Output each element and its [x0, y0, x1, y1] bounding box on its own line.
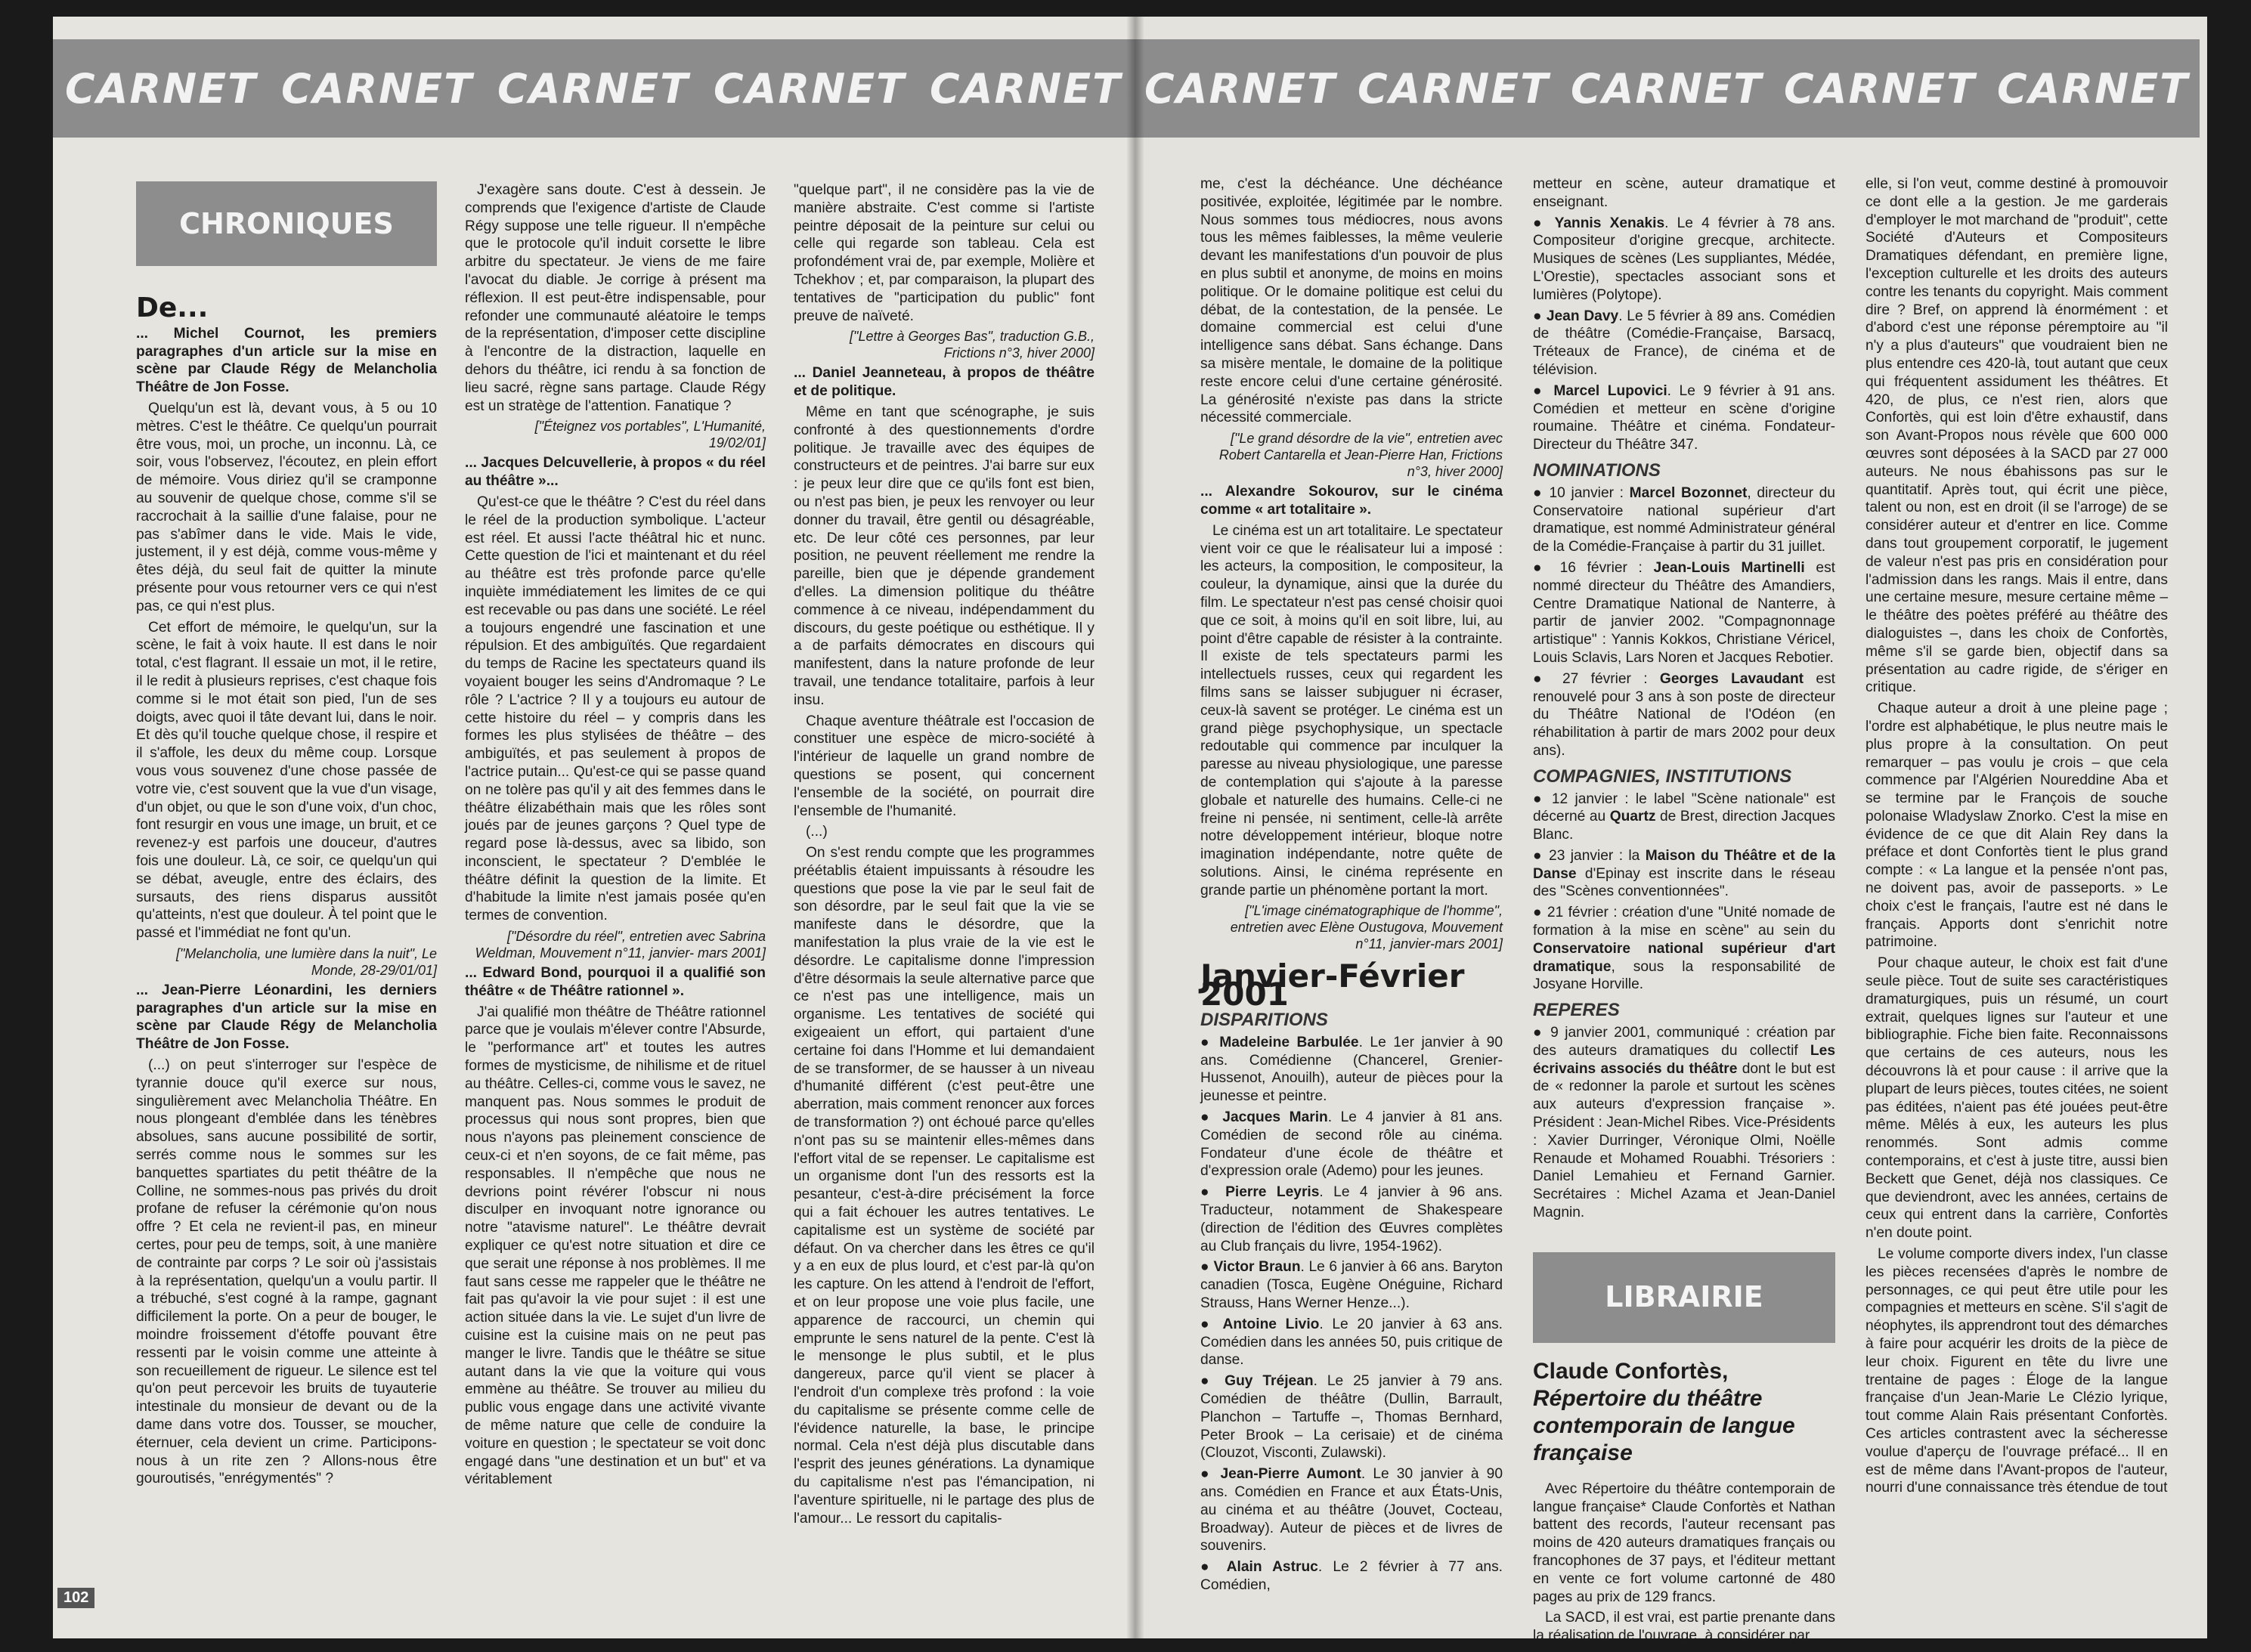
article-column-1 [136, 274, 437, 1604]
banner-word: CARNET [1784, 64, 1976, 113]
article-source: ["Le grand désordre de la vie", entretien avec Robert Cantarella et Jean-Pierre Han, Frictions n°3, hiver 2000] [1218, 431, 1503, 480]
calendar-entry [1200, 1034, 1503, 1106]
bullet-icon: ● [1200, 1316, 1223, 1332]
entry-name: Jean Davy [1546, 308, 1619, 324]
banner-word: CARNET [65, 64, 257, 113]
entry-name: Marcel Bozonnet [1629, 484, 1748, 501]
disparition-continued: metteur en scène, auteur dramatique et enseignant. [1533, 176, 1835, 210]
book-review-paragraph: Avec Répertoire du théâtre contemporain de langue française* Claude Confortès et Nathan battent des records, l'auteur recensant pas moins de 420 auteurs dramatiques français ou francophones de 37 pays, et l'éditeur mettant en vente ce fort volume cartonné de 480 pages au prix de 129 francs. [1533, 1480, 1835, 1605]
calendar-entry [1533, 904, 1835, 994]
entry-name: Jean-Pierre Aumont [1220, 1466, 1361, 1483]
article-lead: ... Jacques Delcuvellerie, à propos « du réel au théâtre »... [465, 455, 766, 490]
bullet-icon: ● [1533, 905, 1547, 921]
banner-word: CARNET [930, 64, 1122, 113]
article-paragraph: J'exagère sans doute. C'est à dessein. Je comprends que l'exigence d'artiste de Claude Régy suppose une telle rigueur. Il n'empêche que le protocole qu'il induit corsette le libre arbitre du spectateur. Je viens de me faire l'avocat du diable. Je corrige à présent ma réflexion. Il est peut-être indispensable, pour refonder une communauté aléatoire le temps de la représentation, d'imposer cette discipline à l'encontre de la distraction, laquelle en dehors du théâtre, ici rendu à sa fonction de lieu sacré, règne sans partage. Claude Régy est un stratège de l'attention. Fanatique ? [465, 182, 766, 414]
entry-text: est renouvelé pour 3 ans à son poste de directeur du Théâtre National de l'Odéon (en réhabilitation à partir de mars 2002 pour deux ans). [1533, 670, 1835, 759]
article-paragraph: Qu'est-ce que le théâtre ? C'est du réel dans le réel de la production symbolique. L'acteur est réel. Et aussi l'acte théâtral hic et nunc. Cette question de l'ici et maintenant et du réel au théâtre est très profonde parce qu'elle inquiète immédiatement les limites de ce qui est recevable ou pas dans une société. Le réel a toujours engendré une fascination et une répulsion. Et des ambiguïtés. Que regardaient du temps de Racine les spectateurs quand ils voyaient bouger les seins d'Andromaque ? Le rôle ? L'actrice ? Il y a toujours eu autour de cette histoire du réel – y compris dans les formes les plus stylisées de théâtre – des ambiguïtés, et pas seulement à propos de l'actrice putain... Qu'est-ce qui se passe quand on ne tolère pas qu'il y ait des femmes dans le théâtre élizabéthain mais que les rôles sont joués par de jeunes garçons ? Quel type de regard pose là-dessus, avec sa libido, son inconscient, le spectateur ? D'emblée le théâtre définit la question de la limite. Et d'habitude la limite n'est jamais posée qu'en termes de convention. [465, 493, 766, 924]
banner-word: CARNET [1571, 64, 1763, 113]
bullet-icon: ● [1533, 790, 1552, 807]
calendar-entry [1533, 215, 1835, 305]
article-paragraph: Pour chaque auteur, le choix est fait d'une seule pièce. Tout de suite ses caractéristiques dramaturgiques, puis un résumé, un court extrait, quelques lignes sur l'auteur et une bibliographie. Fiche bien faite. Reconnaissons que certains de ces auteurs, nous les découvrons là et pour cause : il arrive que la plupart de leurs pièces, toutes citées, ne soient pas éditées, n'aient pas été jouées peut-être même. Mêlés à eux, les auteurs les plus renommés. Sont admis comme contemporains, et c'est à juste titre, aussi bien Beckett que Genet, déjà nos classiques. Ce que deviendront, avec les années, certains de ceux qui entrent dans la carrière, Confortès n'en doute point. [1866, 955, 2168, 1242]
compagnies-list [1533, 790, 1835, 995]
article-paragraph: me, c'est la déchéance. Une déchéance positivée, exploitée, légitimée par le nombre. Nous sommes tous médiocres, nous avons tous les mêmes faiblesses, la même veulerie devant les manifestations d'un pouvoir de plus en plus subtil et anonyme, de moins en moins politique. Or le domaine politique est celui du débat, de la contestation, de la pensée. Le domaine commercial est celui d'une intelligence sans débat. Sans échange. Dans sa misère mentale, le domaine de la politique reste encore celui d'une certaine générosité. La générosité n'existe pas dans la stricte nécessité commerciale. [1200, 176, 1503, 426]
calendar-entry [1533, 790, 1835, 844]
calendar-entry [1533, 308, 1835, 379]
entry-prefix: 10 janvier : [1549, 484, 1630, 501]
article-source: ["L'image cinématographique de l'homme", entretien avec Elène Oustugova, Mouvement n°11, janvier-mars 2001] [1230, 903, 1503, 952]
article-source: ["Désordre du réel", entretien avec Sabrina Weldman, Mouvement n°11, janvier- mars 2001] [475, 929, 766, 961]
bullet-icon: ● [1533, 1025, 1551, 1041]
bullet-icon: ● [1200, 1184, 1226, 1201]
book-author: Claude Confortès, [1533, 1358, 1729, 1384]
entry-text: . Le 6 janvier à 66 ans. Baryton canadien (Tosca, Eugène Onéguine, Richard Strauss, Hans Werner Henze...). [1200, 1259, 1503, 1312]
bullet-icon: ● [1533, 847, 1550, 864]
bullet-icon: ● [1200, 1373, 1225, 1390]
article-lead: ... Jean-Pierre Léonardini, les derniers paragraphes d'un article sur la mise en scène par Claude Régy de Melancholia Théâtre de Jon Fosse. [136, 982, 437, 1053]
entry-name: Jacques Marin [1222, 1109, 1328, 1126]
calendar-entry [1533, 382, 1835, 454]
calendar-entry [1200, 1258, 1503, 1312]
bullet-icon: ● [1533, 559, 1560, 576]
right-column-3 [1866, 175, 2168, 1604]
entry-name: Yannis Xenakis [1554, 215, 1665, 231]
entry-text: d'Epinay est inscrite dans le réseau des "Scènes conventionnées". [1533, 865, 1835, 900]
entry-text: , sous la responsabilité de Josyane Horville. [1533, 958, 1835, 993]
article-lead: ... Michel Cournot, les premiers paragraphes d'un article sur la mise en scène par Claude Régy de Melancholia Théâtre de Jon Fosse. [136, 325, 437, 396]
calendar-entry [1533, 670, 1835, 760]
banner-word: CARNET [1358, 64, 1550, 113]
calendar-entry [1533, 559, 1835, 667]
article-paragraph: Le volume comporte divers index, l'un classe les pièces recensées d'après le nombre de personnages, ce qui peut être utile pour les compagnies et metteurs en scène. S'il s'agit de néophytes, ils apprendront tout des démarches à faire pour acquérir les droits de la pièce de leur choix. Figurent en tête du livre une trentaine de pages : Éloge de la langue française d'un Jean-Marie Le Clézio lyrique, tout comme Alain Rais présentant Confortès. Ces articles contrastent avec la sécheresse voulue d'aperçu de l'ouvrage préfacé... Il en est de même dans l'Avant-propos de l'auteur, nourri d'une connaissance très étendue de tout [1866, 1246, 2168, 1496]
article-paragraph: J'ai qualifié mon théâtre de Théâtre rationnel parce que je voulais m'élever contre l'Absurde, le "performance art" et toutes les autres formes de mysticisme, de nihilisme et de rituel au théâtre. Celles-ci, comme vous le savez, ne manquent pas. Nous sommes le produit de processus qui nous sont propres, bien que nous n'ayons pas pleinement conscience de ceux-ci et n'en soyons, de ce fait même, pas responsables. Il n'empêche que nous ne devrions point révérer l'obscur ni nous disculper en invoquant notre ignorance ou notre "atavisme naturel". Le théâtre devrait expliquer ce qu'est notre situation et dire ce que serait une réponse à nos problèmes. Il me faut sans cesse me rappeler que le théâtre ne fait pas qu'avoir la vie pour sujet : il est une action située dans la vie. Le sujet d'un livre de cuisine est la cuisine mais on ne peut pas manger le livre. Tandis que le théâtre se situe autant dans la vie que la voiture qui vous emmène au théâtre. Se trouver au milieu du public vous engage dans une activité vivante de même nature que celle de conduire la voiture en question ; le spectateur se voit donc engagé dans "une destination et un but" et va véritablement [465, 1004, 766, 1488]
section-label-chroniques: CHRONIQUES [136, 181, 437, 266]
entry-name: Marcel Lupovici [1553, 382, 1667, 399]
entry-name: Georges Lavaudant [1659, 670, 1804, 687]
entry-name: Jean-Louis Martinelli [1653, 559, 1805, 576]
entry-text: . Le 20 janvier à 63 ans. Comédien dans les années 50, puis critique de danse. [1200, 1316, 1503, 1369]
article-paragraph: (...) on peut s'interroger sur l'espèce de tyrannie douce qu'il exerce sur nous, singulièrement avec Melancholia Théâtre. En nous plongeant d'emblée dans les ténèbres absolues, sans aucune possibilité de sortir, serrés comme nous le sommes sur les banquettes spartiates du petit théâtre de la Colline, ne sommes-nous pas privés du droit profane de refuser la cérémonie qu'on nous offre ? Et cela ne revient-il pas, en mineur certes, pour peu de temps, soit, à une manière de contrainte par corps ? Le soir où j'assistais à la représentation, quelqu'un a voulu partir. Il a trébuché, s'est cogné à la rampe, gagnant difficilement la porte. On a peur de bouger, le moindre froissement d'étoffe pouvant être ressenti par le voisin comme une atteinte à son recueillement de rigueur. Le silence est tel qu'on peut percevoir les bruits de tuyauterie intestinale du monsieur de devant ou de la dame dans votre dos. Tousser, se moucher, éternuer, cela devient un crime. Participons-nous à un rite zen ? Allons-nous être gouroutisés, "enrégymentés" ? [136, 1057, 437, 1487]
article-source: ["Lettre à Georges Bas", traduction G.B., Frictions n°3, hiver 2000] [850, 329, 1095, 361]
janvier-fevrier-title: Janvier-Février 2001 [1200, 957, 1465, 1013]
article-paragraph: Chaque auteur a droit à une pleine page ; l'ordre est alphabétique, le plus neutre mais le plus propre à la consultation. On peut remarquer – pas voulu je crois – que cela commence par l'Algérien Noureddine Aba et se termine par le François de souche polonaise Wladyslaw Znorko. C'est la mise en évidence de ce que dit Alain Rey dans la préface et dont Confortès tient le plus grand compte : « La langue et la pensée n'ont pas, ne doivent pas, avoir de passeports. » Le choix c'est le français, l'autre est né dans le français. Apports dont s'enrichit notre patrimoine. [1866, 701, 2168, 951]
book-review-paragraph: La SACD, il est vrai, est partie prenante dans la réalisation de l'ouvrage, à considérer par [1533, 1610, 1835, 1644]
banner-word: CARNET [714, 64, 906, 113]
entry-text: . Le 30 janvier à 90 ans. Comédien en France et aux États-Unis, au cinéma et au théâtre (Jouvet, Cocteau, Broadway). Auteur de pièces et de livres de souvenirs. [1200, 1466, 1503, 1555]
banner-word: CARNET [1997, 64, 2189, 113]
disparitions-list [1200, 1034, 1503, 1595]
article-paragraph: elle, si l'on veut, comme destiné à promouvoir ce dont elle a la gestion. Je me garderais d'employer le mot marchand de "produit", cette Société d'Auteurs et Compositeurs Dramatiques défendant, en première ligne, l'exception culturelle et les droits des auteurs contre les tenants du copyright. Mais comment dire ? Bref, on apprend là énormément : et d'abord c'est une réponse péremptoire au "il n'y a plus d'auteurs" que voudraient bien ne plus entendre ces 420-là, tout autant que ceux qui fréquentent assidument les théâtres. Et 420, de plus, ce n'est rien, alors que Confortès, qui est loin d'être exhaustif, dans son Avant-Propos nous révèle que 600 000 œuvres sont déposées à la SACD par 27 000 auteurs. Ne nous ébahissons pas sur le quantitatif. Après tout, qui écrit une pièce, talent ou non, est en droit (il se l'arroge) de se considérer auteur et d'entrer en lice. Comme dans tout groupement corporatif, le jugement de valeur n'est pas pris en considération pour l'admission dans les rangs. Mais il entre, dans une certaine mesure, mesure certaine même – le théâtre des poètes préféré au théâtre des dialoguistes –, dans les choix de Confortès, même s'il se garde bien, objectif dans sa présentation au cadre rigide, de s'ériger en critique. [1866, 176, 2168, 696]
entry-name: Conservatoire national supérieur d'art dramatique [1533, 940, 1835, 975]
article-paragraph: "quelque part", il ne considère pas la vie de manière abstraite. C'est comme si l'artiste peintre déposait de la peinture sur celui ou celle qui regarde son tableau. Cela est profondément vrai de, par exemple, Molière et Tchekhov ; et, par comparaison, la plupart des tentatives de "participation du public" font preuve de naïveté. [794, 182, 1095, 324]
entry-prefix: 9 janvier 2001, communiqué : création par des auteurs dramatiques du collectif [1533, 1025, 1836, 1059]
article-paragraph: Le cinéma est un art totalitaire. Le spectateur vient voir ce que le réalisateur lui a imposé : les acteurs, la composition, le compositeur, la couleur, la dynamique, ainsi que la durée du film. Le spectateur n'est pas censé choisir quoi que ce soit, à moins qu'il en soit libre, lui, au point d'être capable de résister à la contrainte. Il existe de tels spectateurs parmi les intellectuels russes, ceux qui regardent les films sans se laisser subjuguer ni écraser, ceux-là savent se protéger. Le cinéma est un grand piège psychophysique, un spectacle redoutable qui commence par inculquer la paresse au niveau physiologique, une paresse de contemplation qui s'ajoute à la paresse globale et naturelle des humains. Celle-ci ne freine ni pensée, ni sentiment, celle-là arrête notre développement intérieur, bloque notre imagination indépendante, notre quête de solutions. Ainsi, le cinéma représente en grande partie un phénomène portant la mort. [1200, 522, 1503, 899]
article-column-3 [794, 181, 1095, 1602]
book-heading [1533, 1358, 1835, 1467]
section-label-librairie: LIBRAIRIE [1533, 1252, 1835, 1343]
entry-text: . Le 9 février à 91 ans. Comédien et metteur en scène d'origine roumaine. Théâtre et cinéma. Fondateur-Directeur du Théâtre 347. [1533, 382, 1836, 453]
entry-text: . Le 25 janvier à 79 ans. Comédien de théâtre (Dullin, Barrault, Planchon – Tartuffe –, Thomas Bernhard, Peter Brook – La cerisaie) et de cinéma (Clouzot, Visconti, Zulawski). [1200, 1373, 1503, 1462]
calendar-entry [1533, 484, 1835, 556]
article-column-2 [465, 181, 766, 1602]
page-number: 102 [57, 1588, 94, 1608]
entry-text: . Le 5 février à 89 ans. Comédien de théâtre (Comédie-Française, Barsacq, Tréteaux de France), de cinéma et de télévision. [1533, 308, 1836, 378]
nominations-heading: NOMINATIONS [1533, 459, 1661, 481]
entry-text: . Le 4 février à 78 ans. Compositeur d'origine grecque, architecte. Musiques de scènes (Les suppliantes, Médée, L'Orestie), spectacles associant sons et lumières (Polytope). [1533, 215, 1836, 303]
reperes-heading: REPERES [1533, 1000, 1620, 1021]
article-title: De... [136, 292, 209, 323]
article-paragraph: On s'est rendu compte que les programmes préétablis étaient impuissants à résoudre les questions que pose la vie par le seul fait de son désordre, par le seul fait que la vie se manifeste dans le désordre, que la manifestation la plus vraie de la vie est le désordre. Le capitalisme donne l'impression d'être désormais la seule alternative parce que ce n'est pas une intelligence, mais un organisme. Les tentatives de société qui exigeaient un effort, qui partaient d'une certaine foi dans l'Homme et lui demandaient de se transformer, de se hausser à un niveau d'humanité différent (c'est peut-être une aberration, mais comment renoncer aux forces de transformation ?) ont échoué parce qu'elles n'ont pas su se maintenir elles-mêmes dans l'effort vital de se repenser. Le capitalisme est un organisme dont l'un des ressorts est la pesanteur, c'est-à-dire précisément la force qui a fait échouer les autres tentatives. Le capitalisme est un système de société par défaut. On va chercher dans les êtres ce qu'il y a en eux de plus lourd, et c'est par-là qu'on les capture. On les attend à l'endroit de l'effort, et on leur propose une voie plus facile, une apparence de raccourci, un chemin qui emprunte le sens naturel de la pente. C'est là le mensonge le plus subtil, et le plus dangereux, parce qu'il vient se placer à l'endroit d'un complexe très profond : la voie du capitalisme se présente comme celle de l'évidence naturelle, la base, le principe normal. Cela n'est déjà plus discutable dans l'esprit des jeunes générations. La dynamique du capitalisme n'est pas l'émancipation, ni l'aventure spirituelle, ni le partage des plus de l'amour... Le ressort du capitalis- [794, 845, 1095, 1527]
entry-name: Antoine Livio [1222, 1316, 1320, 1332]
disparitions-list-2 [1533, 215, 1835, 454]
entry-text: . Le 2 février à 77 ans. Comédien, [1200, 1559, 1503, 1593]
article-paragraph: Cet effort de mémoire, le quelqu'un, sur la scène, le fait à voix haute. Il est dans le noir total, c'est flagrant. Il essaie un mot, il le retire, il le redit à plusieurs reprises, c'est chaque fois comme si le mot était son pied, l'un de ses doigts, avec quoi il tâte devant lui, dans le noir. Et dès qu'il touche quelque chose, il respire et il s'affole, les deux du même coup. Lorsque vous vous souvenez d'une chose passée de votre vie, c'est souvent que la vue d'un visage, d'un objet, ou que le son d'une voix, d'un choc, font resurgir en vous une image, un bruit, et ce revenez-y est parfois une douceur, d'autres fois une douleur. Là, ce soir, ce quelqu'un qui se débat, aveugle, entre des éclairs, des sursauts, des riens disparus aussitôt qu'atteints, n'est que douleur. À tel point que le passé et l'immédiat ne font qu'un. [136, 619, 437, 942]
entry-name: Quartz [1609, 809, 1656, 825]
entry-prefix: 21 février : création d'une "Unité nomade de formation à la mise en scène" au sein du [1533, 905, 1836, 939]
bullet-icon: ● [1533, 215, 1555, 231]
entry-text: est nommé directeur du Théâtre des Amandiers, Centre Dramatique National de Nanterre, à partir de janvier 2002. "Compagnonnage artistique" : Yannis Kokkos, Christiane Véricel, Louis Sclavis, Lars Noren et Jacques Rebotier. [1533, 559, 1835, 666]
article-lead: ... Daniel Jeanneteau, à propos de théâtre et de politique. [794, 365, 1095, 400]
article-lead: ... Edward Bond, pourquoi il a qualifié son théâtre « de Théâtre rationnel ». [465, 965, 766, 999]
article-paragraph: Chaque aventure théâtrale est l'occasion de constituer une espèce de micro-société à l'intérieur de laquelle un grand nombre de questions se posent, qui concernent l'ensemble de la société, on pourrait dire l'ensemble de l'humanité. [794, 713, 1095, 819]
right-column-1 [1200, 175, 1503, 1604]
sokourov-article [1200, 175, 1503, 952]
right-column-2 [1533, 175, 1836, 1644]
entry-name: Les écrivains associés du théâtre [1533, 1042, 1835, 1077]
banner-word: CARNET [1144, 64, 1336, 113]
book-title: Répertoire du théâtre contemporain de langue française [1533, 1385, 1795, 1465]
left-page [53, 17, 1134, 1638]
bullet-icon: ● [1533, 382, 1554, 399]
entry-name: Alain Astruc [1226, 1559, 1318, 1576]
article-paragraph: (...) [806, 824, 828, 840]
entry-prefix: 27 février : [1562, 670, 1660, 687]
entry-text: , directeur du Conservatoire national supérieur d'art dramatique, est nommé Administrateur général de la Comédie-Française à partir du 31 juillet. [1533, 484, 1835, 555]
compagnies-heading: COMPAGNIES, INSTITUTIONS [1533, 766, 1792, 787]
calendar-entry [1533, 1024, 1835, 1222]
carnet-banner-left [53, 39, 1134, 138]
bullet-icon: ● [1533, 484, 1550, 501]
bullet-icon: ● [1200, 1466, 1221, 1483]
banner-word: CARNET [497, 64, 689, 113]
entry-prefix: 23 janvier : la [1549, 847, 1646, 864]
calendar-entry [1533, 847, 1835, 901]
entry-text: . Le 4 janvier à 81 ans. Comédien de second rôle au cinéma. Fondateur d'une école de théâtre et d'expression orale (Ademo) pour les jeunes. [1200, 1109, 1503, 1180]
carnet-banner-right [1134, 39, 2200, 138]
entry-prefix: 16 février : [1559, 559, 1654, 576]
bullet-icon: ● [1200, 1109, 1223, 1126]
article-source: ["Melancholia, une lumière dans la nuit", Le Monde, 28-29/01/01] [176, 945, 437, 978]
bullet-icon: ● [1200, 1559, 1227, 1576]
reperes-list [1533, 1024, 1835, 1222]
entry-name: Pierre Leyris [1225, 1184, 1320, 1201]
calendar-entry [1200, 1109, 1503, 1180]
article-paragraph: Même en tant que scénographe, je suis confronté à des questionnements d'ordre politique. Je travaille avec des équipes de constructeurs et de peintres. J'ai barre sur eux : je peux leur dire que ce qu'ils font est bien, ou n'est pas bien, je peux les renvoyer ou leur donner du travail, être gentil ou désagréable, etc. De leur côté ces personnes, par leur position, ne peuvent réellement me rendre la pareille, bien que je dépende grandement d'elles. La dimension politique du théâtre commence à ce niveau, indépendamment du discours, du geste poétique ou esthétique. Il y a de parfaits démocrates en discours qui manifestent, dans la nature profonde de leur travail, une tendance totalitaire, parfois à leur insu. [794, 404, 1095, 708]
bullet-icon: ● [1200, 1034, 1220, 1050]
entry-name: Maison du Théâtre et de la Danse [1533, 847, 1835, 882]
bullet-icon: ● [1533, 308, 1547, 324]
calendar-entry [1200, 1183, 1503, 1255]
entry-text: dont le but est de « redonner la parole et surtout les scènes aux auteurs d'expression française ». Président : Jean-Michel Ribes. Vice-Présidents : Xavier Durringer, Véronique Olmi, Noëlle Renaude et Mohamed Rouabhi. Trésoriers : Daniel Lemahieu et Fernand Garnier. Secrétaires : Michel Azama et Jean-Daniel Magnin. [1533, 1060, 1835, 1221]
article-source: ["Éteignez vos portables", L'Humanité, 19/02/01] [534, 419, 766, 451]
entry-text: . Le 1er janvier à 90 ans. Comédienne (Chancerel, Grenier-Hussenot, Anouilh), auteur de pièces pour la jeunesse et peintre. [1200, 1034, 1503, 1105]
calendar-entry [1200, 1465, 1503, 1555]
disparitions-heading: DISPARITIONS [1200, 1010, 1328, 1031]
calendar-entry [1200, 1372, 1503, 1462]
entry-name: Guy Tréjean [1225, 1373, 1314, 1390]
article-paragraph: Quelqu'un est là, devant vous, à 5 ou 10 mètres. C'est le théâtre. Ce quelqu'un pourrait être vous, moi, un proche, un inconnu. Là, ce soir, vous l'observez, l'écoutez, en plein effort de mémoire. Vous diriez qu'il se cramponne au souvenir de quelque chose, comme s'il se raccrochait à la saillie d'une falaise, pour ne pas s'abîmer dans le vide. Mais le vide, justement, il y est déjà, comme vous-même y êtes déjà, du seul fait de quitter la minute présente pour vous retourner vers ce qui n'est pas, ce qui n'est plus. [136, 400, 437, 614]
entry-name: Victor Braun [1213, 1259, 1301, 1276]
calendar-entry [1200, 1316, 1503, 1369]
banner-word: CARNET [281, 64, 473, 113]
entry-name: Madeleine Barbulée [1219, 1034, 1359, 1050]
article-lead: ... Alexandre Sokourov, sur le cinéma comme « art totalitaire ». [1200, 484, 1503, 518]
bullet-icon: ● [1200, 1259, 1214, 1276]
entry-prefix: 12 janvier : le label "Scène nationale" est décerné au [1533, 790, 1835, 825]
book-gutter [1126, 17, 1144, 1638]
calendar-entry [1200, 1558, 1503, 1595]
entry-text: . Le 4 janvier à 96 ans. Traducteur, notamment de Shakespeare (direction de l'édition des Œuvres complètes au Club français du livre, 1954-1962). [1200, 1184, 1503, 1254]
nominations-list [1533, 484, 1835, 760]
right-page [1134, 17, 2207, 1644]
bullet-icon: ● [1533, 670, 1562, 687]
entry-text: de Brest, direction Jacques Blanc. [1533, 809, 1835, 843]
